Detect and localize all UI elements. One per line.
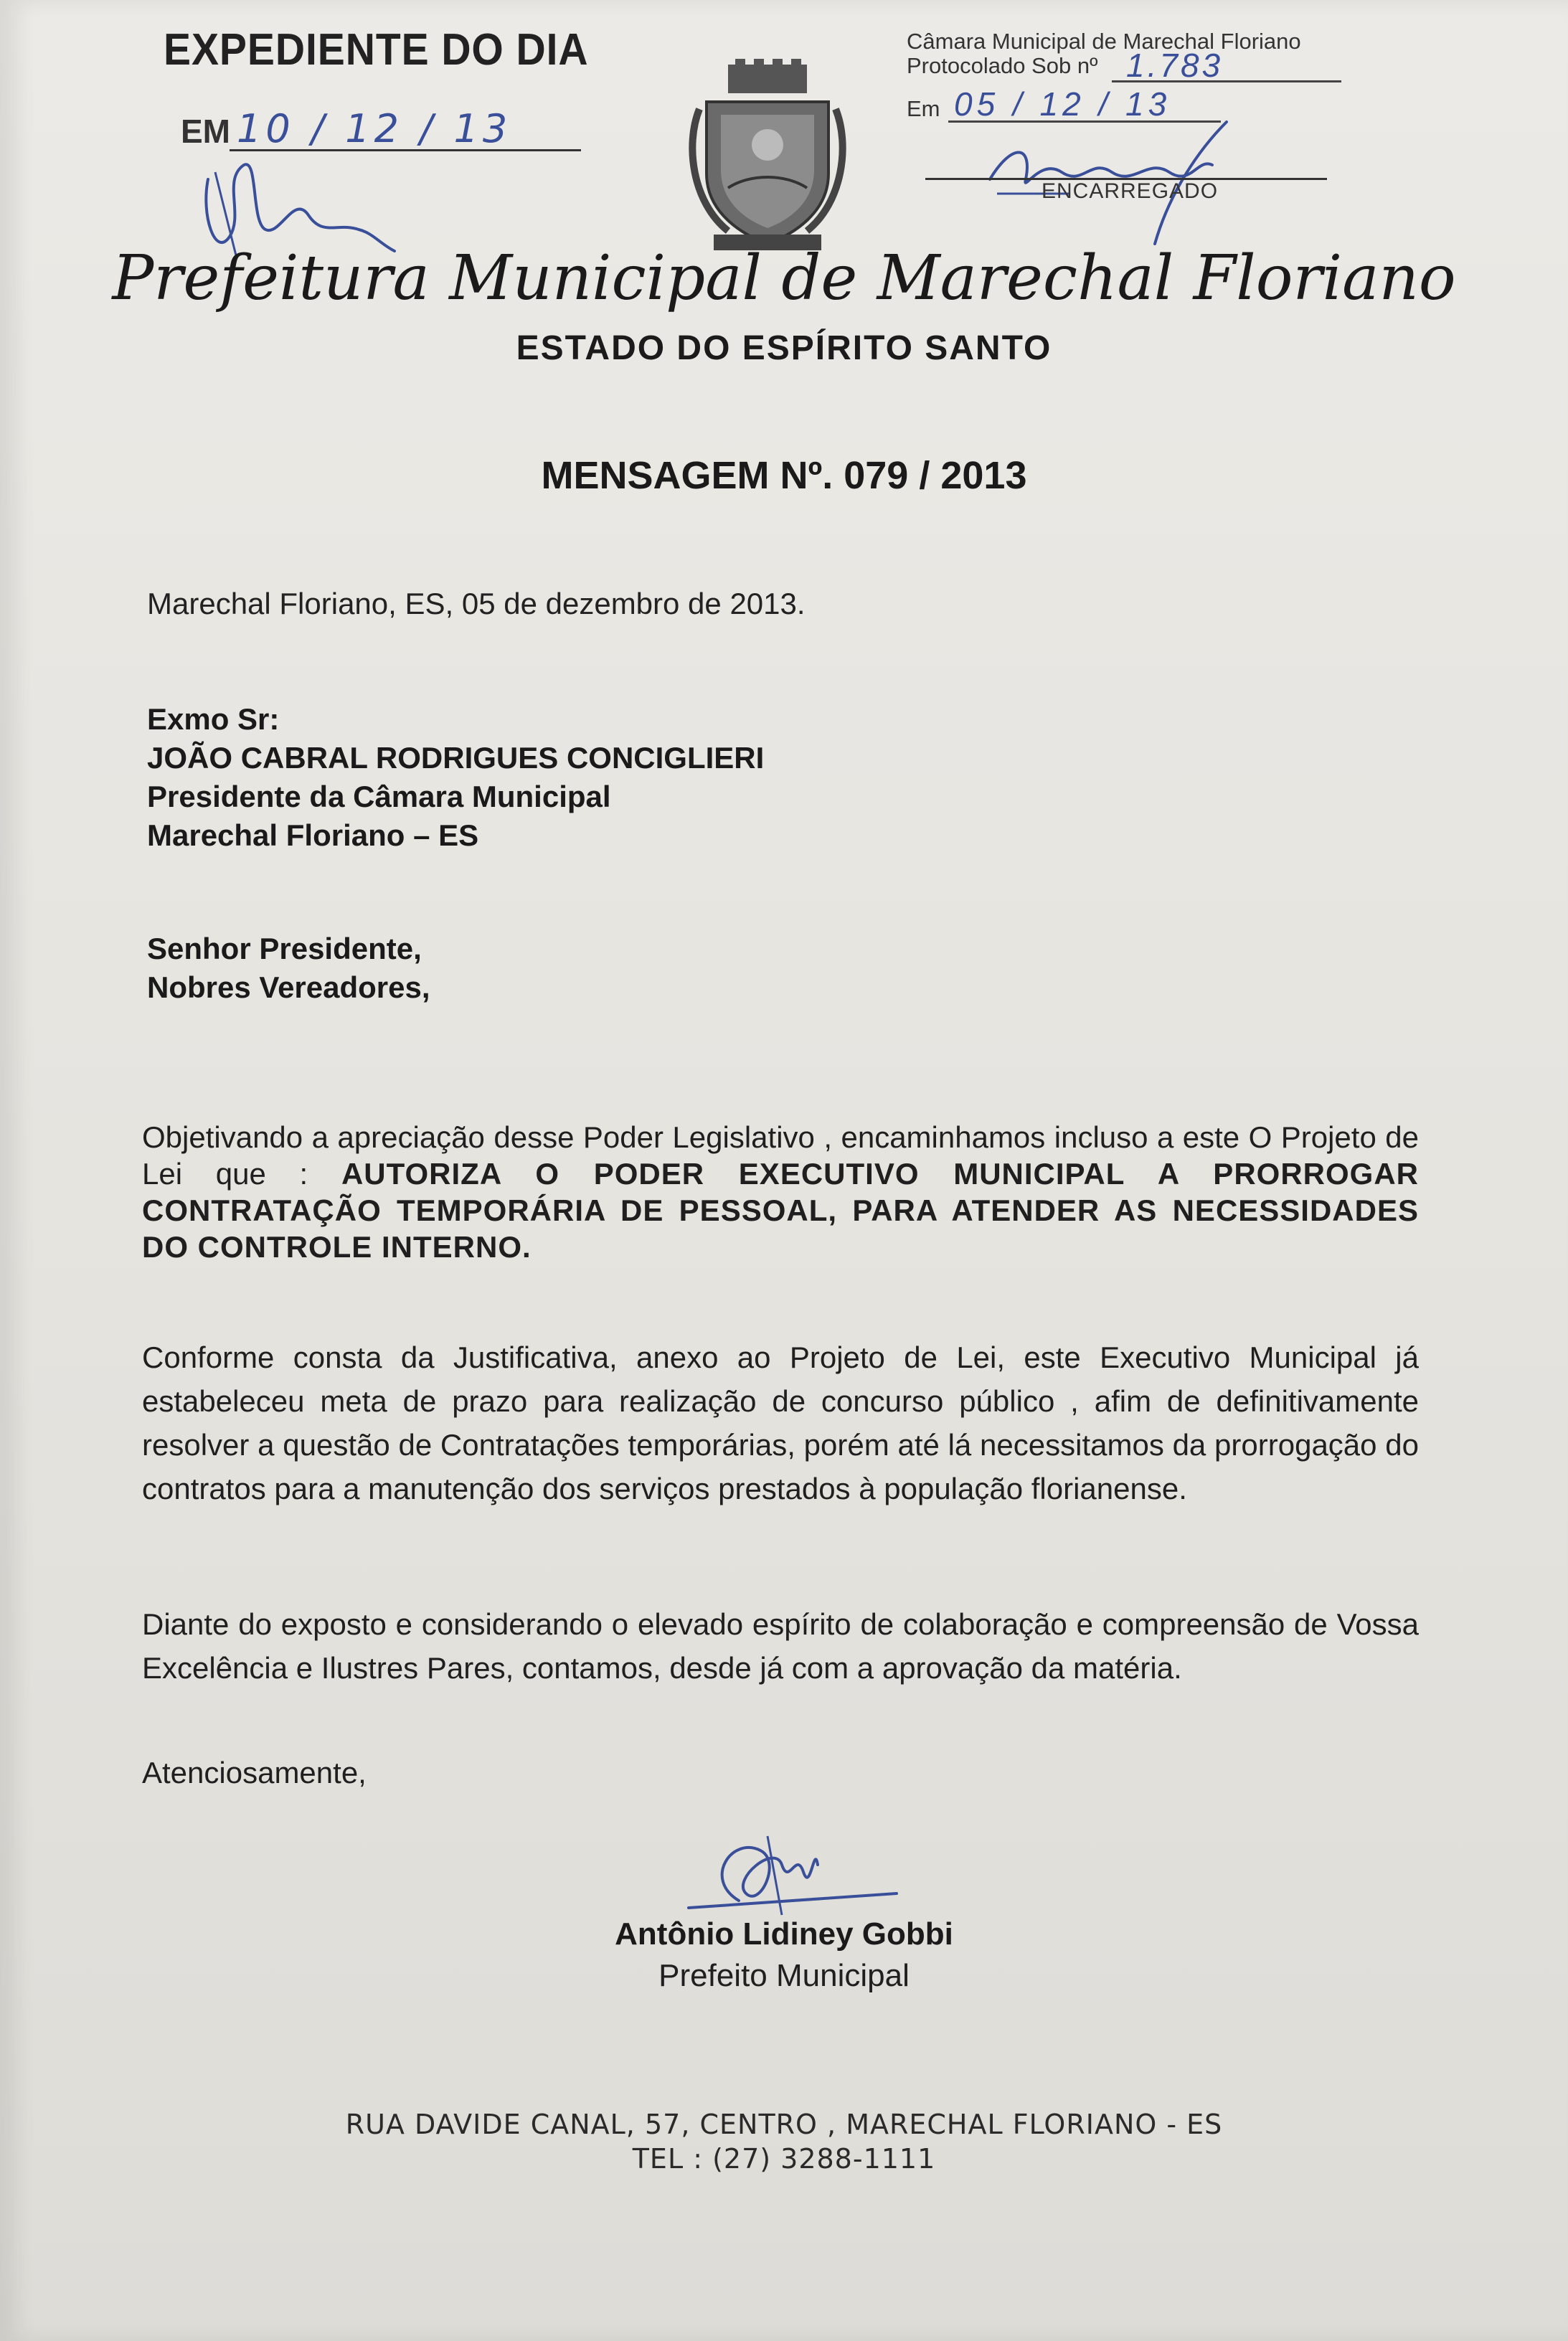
greeting-line-1: Senhor Presidente, [147, 932, 422, 965]
signer-name: Antônio Lidiney Gobbi [615, 1916, 953, 1952]
message-number: MENSAGEM Nº. 079 / 2013 [541, 454, 1027, 497]
signer-title: Prefeito Municipal [658, 1958, 910, 1993]
paragraph-objective [142, 1119, 1419, 1265]
paragraph-justification: Conforme consta da Justificativa, anexo ao Projeto de Lei, este Executivo Municipal já estabeleceu meta de prazo para realização de concurso público , afim de definitivamente resolver a questão de Contratações temporárias, porém até lá necessitamos da prorrogação do contratos para a manutenção dos serviços prestados à população florianense. [142, 1340, 1419, 1505]
state-subtitle: ESTADO DO ESPÍRITO SANTO [516, 329, 1052, 367]
camara-stamp-title: Câmara Municipal de Marechal Floriano [907, 29, 1301, 54]
protocolo-label: Protocolado Sob nº [907, 53, 1098, 78]
protocolo-number: 1.783 [1126, 47, 1224, 84]
protocolo-handwritten-date: 05 / 12 / 13 [954, 85, 1171, 123]
municipal-coat-of-arms-icon [685, 59, 850, 252]
greeting-block [147, 930, 430, 1007]
protocolo-em-label: Em [907, 96, 940, 121]
expediente-handwritten-date: 10 / 12 / 13 [237, 106, 512, 151]
paragraph-request: Diante do exposto e considerando o elevado espírito de colaboração e compreensão de Vossa Excelência e Ilustres Pares, contamos, desde já com a aprovação da matéria. [142, 1607, 1419, 1685]
footer-address: RUA DAVIDE CANAL, 57, CENTRO , MARECHAL FLORIANO - ES [345, 2109, 1223, 2140]
expediente-em-label: EM [181, 113, 230, 150]
addressee-position: Presidente da Câmara Municipal [147, 780, 611, 813]
addressee-salutation: Exmo Sr: [147, 702, 280, 736]
encarregado-label: ENCARREGADO [1042, 179, 1219, 203]
paragraph-objective-bold: AUTORIZA O PODER EXECUTIVO MUNICIPAL A PRORROGAR CONTRATAÇÃO TEMPORÁRIA DE PESSOAL, PARA ATENDER AS NECESSIDADES DO CONTROLE INTERNO. [142, 1157, 1419, 1264]
footer-phone: TEL : (27) 3288-1111 [632, 2143, 936, 2175]
place-and-date: Marechal Floriano, ES, 05 de dezembro de 2013. [147, 587, 806, 620]
addressee-city: Marechal Floriano – ES [147, 818, 479, 852]
addressee-block [147, 700, 764, 855]
paragraph-objective-intro: Objetivando a apreciação desse Poder Legislativo , encaminhamos incluso a este O Projeto de Lei que : [142, 1120, 1419, 1191]
protocolo-underline [1112, 80, 1341, 82]
closing: Atenciosamente, [142, 1756, 367, 1789]
greeting-line-2: Nobres Vereadores, [147, 970, 430, 1004]
prefeitura-title: Prefeitura Municipal de Marechal Floriano [112, 242, 1456, 314]
addressee-name: JOÃO CABRAL RODRIGUES CONCIGLIERI [147, 741, 765, 775]
expediente-stamp-title: EXPEDIENTE DO DIA [164, 25, 589, 75]
